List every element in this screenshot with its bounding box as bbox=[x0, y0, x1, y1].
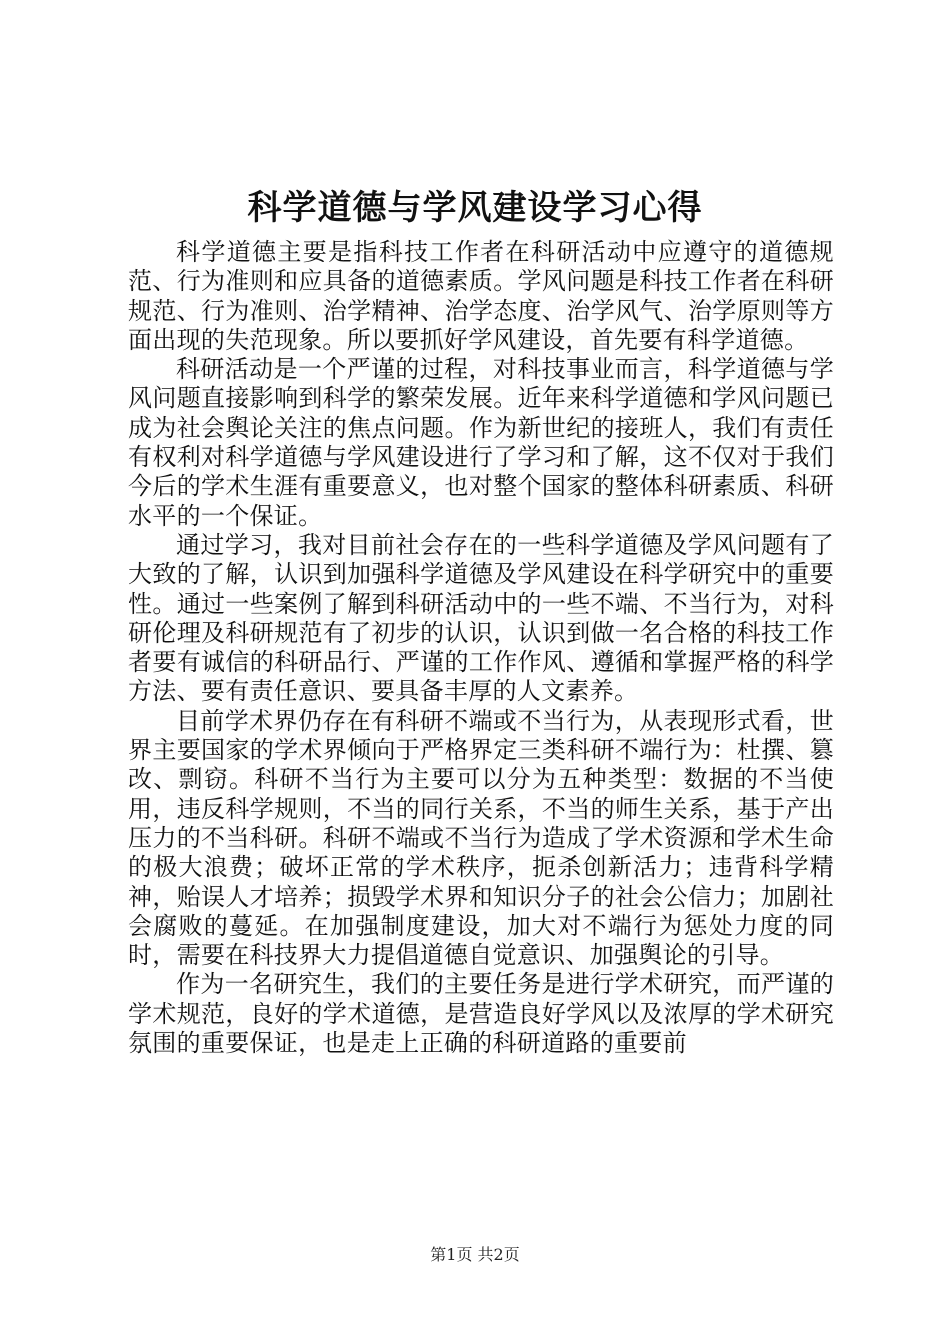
paragraph-2: 科研活动是一个严谨的过程，对科技事业而言，科学道德与学风问题直接影响到科学的繁荣发展。近年来科学道德和学风问题已成为社会舆论关注的焦点问题。作为新世纪的接班人，我们有责任有权利对科学道德与学风建设进行了学习和了解，这不仅对于我们今后的学术生涯有重要意义，也对整个国家的整体科研素质、科研水平的一个保证。 bbox=[128, 355, 834, 530]
paragraph-5: 作为一名研究生，我们的主要任务是进行学术研究，而严谨的学术规范，良好的学术道德，是营造良好学风以及浓厚的学术研究氛围的重要保证，也是走上正确的科研道路的重要前 bbox=[128, 970, 834, 1058]
paragraph-1: 科学道德主要是指科技工作者在科研活动中应遵守的道德规范、行为准则和应具备的道德素质。学风问题是科技工作者在科研规范、行为准则、治学精神、治学态度、治学风气、治学原则等方面出现的失范现象。所以要抓好学风建设，首先要有科学道德。 bbox=[128, 238, 834, 354]
document-title: 科学道德与学风建设学习心得 bbox=[247, 188, 703, 228]
document-body bbox=[128, 238, 834, 1058]
paragraph-4: 目前学术界仍存在有科研不端或不当行为，从表现形式看，世界主要国家的学术界倾向于严格界定三类科研不端行为：杜撰、篡改、剽窃。科研不当行为主要可以分为五种类型：数据的不当使用，违反科学规则，不当的同行关系，不当的师生关系，基于产出压力的不当科研。科研不端或不当行为造成了学术资源和学术生命的极大浪费；破坏正常的学术秩序，扼杀创新活力；违背科学精神，贻误人才培养；损毁学术界和知识分子的社会公信力；加剧社会腐败的蔓延。在加强制度建设，加大对不端行为惩处力度的同时，需要在科技界大力提倡道德自觉意识、加强舆论的引导。 bbox=[128, 706, 834, 970]
paragraph-3: 通过学习，我对目前社会存在的一些科学道德及学风问题有了大致的了解，认识到加强科学道德及学风建设在科学研究中的重要性。通过一些案例了解到科研活动中的一些不端、不当行为，对科研伦理及科研规范有了初步的认识，认识到做一名合格的科技工作者要有诚信的科研品行、严谨的工作作风、遵循和掌握严格的科学方法、要有责任意识、要具备丰厚的人文素养。 bbox=[128, 530, 834, 706]
page-footer: 第1页 共2页 bbox=[430, 1245, 520, 1264]
